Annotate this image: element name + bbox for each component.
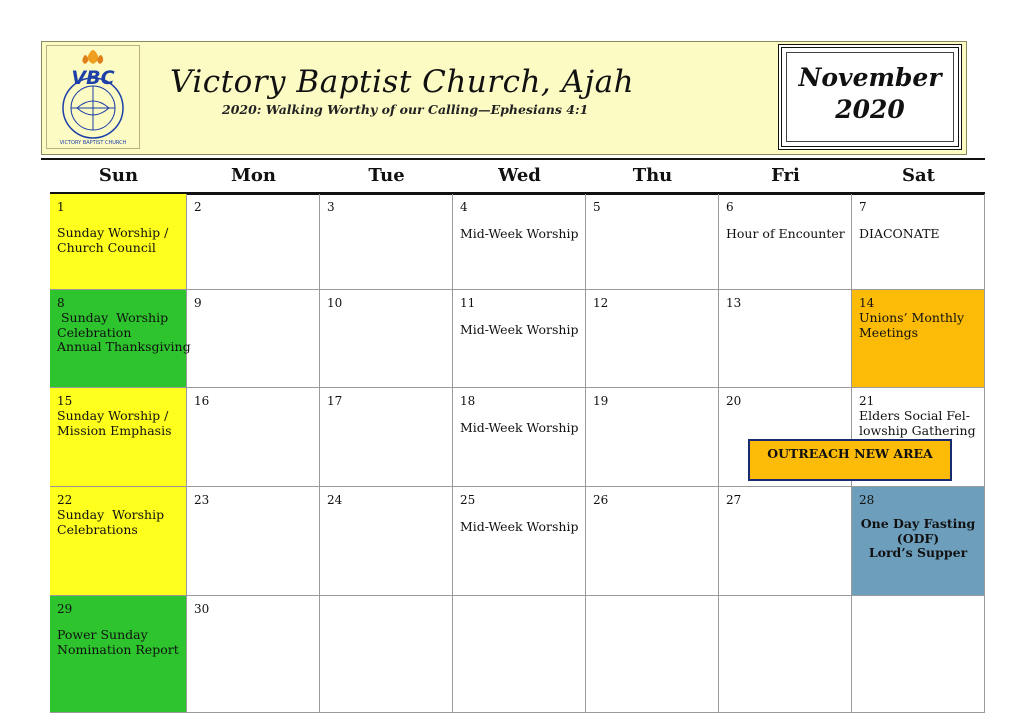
month-name: November [798, 63, 942, 92]
church-logo [46, 45, 140, 149]
day-cell-14[interactable] [852, 290, 985, 388]
day-number: 1 [57, 200, 65, 214]
church-theme: 2020: Walking Worthy of our Calling—Ephesians 4:1 [222, 102, 589, 117]
day-number: 25 [460, 493, 476, 507]
day-header-sun: Sun [98, 165, 139, 186]
church-title: Victory Baptist Church, Ajah [170, 64, 635, 100]
day-number: 21 [859, 394, 875, 408]
event-text: Mid-Week Worship [460, 420, 579, 435]
day-cell-11[interactable] [453, 290, 586, 388]
day-cell-26[interactable] [586, 487, 719, 596]
event-text: Mid-Week Worship [460, 519, 579, 534]
day-header-wed: Wed [498, 165, 541, 186]
day-cell-18[interactable] [453, 388, 586, 487]
logo-ring-text: VICTORY BAPTIST CHURCH [59, 140, 127, 146]
day-number: 30 [194, 602, 210, 616]
event-text: Lord’s Supper [868, 545, 968, 560]
day-number: 16 [194, 394, 210, 408]
event-text: Unions’ Monthly [859, 310, 965, 325]
day-cell-22[interactable] [50, 487, 187, 596]
event-text: Power Sunday [57, 627, 148, 642]
day-cell-5[interactable] [586, 194, 719, 290]
day-cell-10[interactable] [320, 290, 453, 388]
day-cell-23[interactable] [187, 487, 320, 596]
day-cell-15[interactable] [50, 388, 187, 487]
event-text: Sunday Worship / [57, 225, 169, 240]
day-number: 4 [460, 200, 468, 214]
empty-cell [586, 596, 719, 713]
day-header-thu: Thu [632, 165, 673, 186]
day-number: 12 [593, 296, 609, 310]
event-text: Hour of Encounter [726, 226, 845, 241]
empty-cell [719, 596, 852, 713]
event-text: Annual Thanksgiving [57, 339, 191, 354]
day-cell-30[interactable] [187, 596, 320, 713]
day-cell-2[interactable] [187, 194, 320, 290]
day-number: 9 [194, 296, 202, 310]
day-number: 27 [726, 493, 742, 507]
day-cell-24[interactable] [320, 487, 453, 596]
day-number: 24 [327, 493, 343, 507]
empty-cell [852, 596, 985, 713]
event-text: Mission Emphasis [57, 422, 172, 438]
day-header-mon: Mon [230, 165, 277, 186]
day-number: 13 [726, 296, 742, 310]
day-number: 15 [57, 394, 73, 408]
event-text: One Day Fasting [860, 516, 976, 531]
day-cell-7[interactable] [852, 194, 985, 290]
day-number: 14 [859, 296, 875, 310]
event-text: Sunday Worship / [57, 408, 169, 423]
day-number: 11 [460, 296, 476, 310]
day-number: 28 [859, 493, 875, 507]
day-cell-25[interactable] [453, 487, 586, 596]
empty-cell [453, 596, 586, 713]
event-text: Celebrations [57, 521, 138, 537]
day-cell-19[interactable] [586, 388, 719, 487]
day-number: 22 [57, 493, 73, 507]
day-number: 26 [593, 493, 609, 507]
event-text: Elders Social Fel- [859, 408, 971, 423]
day-cell-6[interactable] [719, 194, 852, 290]
day-cell-8[interactable] [50, 290, 191, 388]
day-number: 6 [726, 200, 734, 214]
day-number: 8 [57, 296, 65, 310]
event-text: Church Council [57, 239, 156, 255]
day-number: 3 [327, 200, 335, 214]
day-cell-4[interactable] [453, 194, 586, 290]
day-header-tue: Tue [368, 165, 405, 186]
event-text: Mid-Week Worship [460, 226, 579, 241]
day-header-sat: Sat [902, 165, 935, 186]
event-text: (ODF) [896, 530, 940, 546]
event-text: Meetings [859, 324, 919, 340]
logo-text: VBC [71, 67, 115, 89]
day-cell-29[interactable] [50, 596, 187, 713]
day-header-fri: Fri [771, 165, 800, 186]
day-number: 5 [593, 200, 601, 214]
event-text: Sunday Worship [57, 507, 165, 522]
event-text: Mid-Week Worship [460, 322, 579, 337]
event-text: Nomination Report [57, 641, 179, 657]
day-cell-1[interactable] [50, 194, 187, 290]
event-text: Sunday Worship [57, 310, 169, 325]
day-number: 23 [194, 493, 210, 507]
church-logo-icon [47, 46, 139, 148]
day-cell-17[interactable] [320, 388, 453, 487]
day-number: 20 [726, 394, 742, 408]
event-text: lowship Gathering [859, 422, 976, 438]
day-cell-27[interactable] [719, 487, 852, 596]
day-number: 17 [327, 394, 343, 408]
day-number: 10 [327, 296, 343, 310]
day-number: 7 [859, 200, 867, 214]
day-cell-9[interactable] [187, 290, 320, 388]
day-cell-28[interactable] [852, 487, 985, 596]
empty-cell [320, 596, 453, 713]
month-box [778, 44, 962, 150]
day-cell-12[interactable] [586, 290, 719, 388]
day-cell-13[interactable] [719, 290, 852, 388]
event-text: Celebration [57, 324, 132, 340]
month-year: 2020 [835, 95, 905, 124]
day-number: 18 [460, 394, 476, 408]
event-text: DIACONATE [859, 226, 940, 241]
outreach-banner: OUTREACH NEW AREA [748, 439, 952, 481]
day-cell-3[interactable] [320, 194, 453, 290]
day-number: 19 [593, 394, 609, 408]
day-cell-16[interactable] [187, 388, 320, 487]
day-number: 29 [57, 602, 73, 616]
day-number: 2 [194, 200, 202, 214]
